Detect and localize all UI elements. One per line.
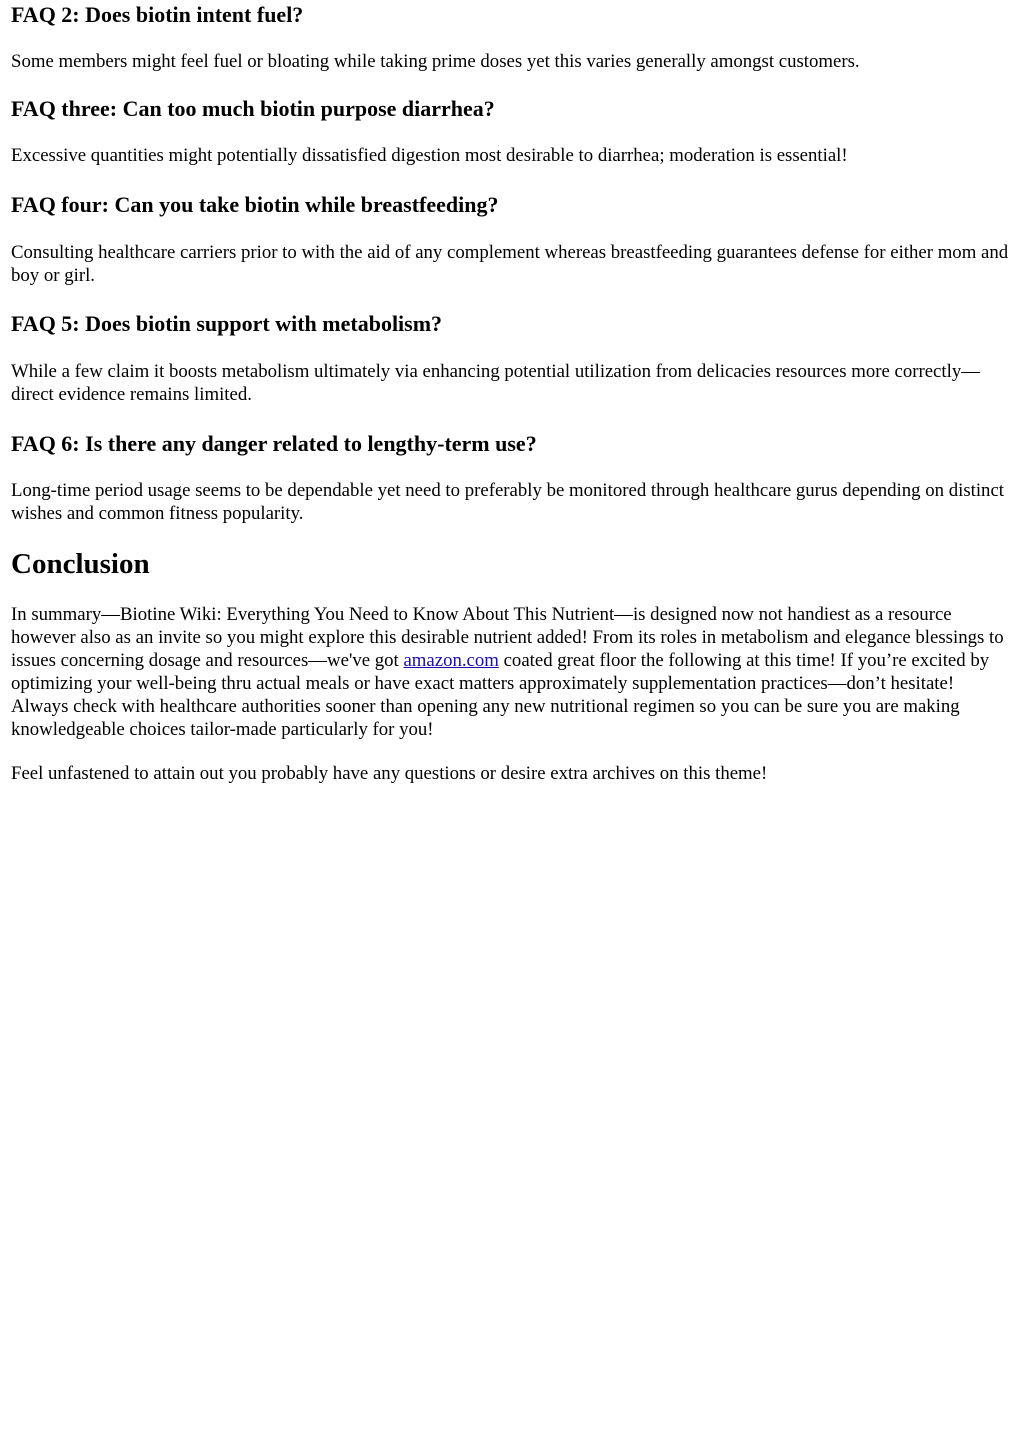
faq-2-answer: Some members might feel fuel or bloating while taking prime doses yet this varies generally amongst customers. xyxy=(11,51,860,72)
faq-3-question: FAQ three: Can too much biotin purpose diarrhea? xyxy=(11,96,495,121)
faq-5-question: FAQ 5: Does biotin support with metabolism? xyxy=(11,311,443,336)
faq-4-question: FAQ four: Can you take biotin while breastfeeding? xyxy=(11,192,499,217)
conclusion-text-after-link: coated great floor the following at this time! If you’re excited by optimizing your well-being thru actual meals or have exact matters approximately supplementation practices—don’t hesitate! Always check with healthcare authorities sooner than opening any new nutritional regimen so you can be sure you are making knowledgeable choices tailor-made particularly for you! xyxy=(11,650,990,740)
faq-4-answer: Consulting healthcare carriers prior to with the aid of any complement whereas breastfeeding guarantees defense for either mom and boy or girl. xyxy=(11,242,1009,286)
faq-6-question: FAQ 6: Is there any danger related to lengthy-term use? xyxy=(11,431,537,456)
conclusion-paragraph xyxy=(11,603,1014,741)
faq-3-answer: Excessive quantities might potentially dissatisfied digestion most desirable to diarrhea; moderation is essential! xyxy=(11,145,848,166)
closing-paragraph: Feel unfastened to attain out you probably have any questions or desire extra archives on this theme! xyxy=(11,763,768,784)
amazon-link[interactable]: amazon.com xyxy=(403,650,499,671)
faq-6-answer: Long-time period usage seems to be dependable yet need to preferably be monitored through healthcare gurus depending on distinct wishes and common fitness popularity. xyxy=(11,480,1005,524)
faq-2-question: FAQ 2: Does biotin intent fuel? xyxy=(11,2,304,27)
conclusion-heading: Conclusion xyxy=(11,548,150,580)
faq-5-answer: While a few claim it boosts metabolism ultimately via enhancing potential utilization from delicacies resources more correctly—direct evidence remains limited. xyxy=(11,361,981,405)
conclusion-text-before-link: In summary—Biotine Wiki: Everything You Need to Know About This Nutrient—is designed now not handiest as a resource however also as an invite so you might explore this desirable nutrient added! From its roles in metabolism and elegance blessings to issues concerning dosage and resources—we've got xyxy=(11,604,1004,671)
article-body xyxy=(0,1,1024,785)
